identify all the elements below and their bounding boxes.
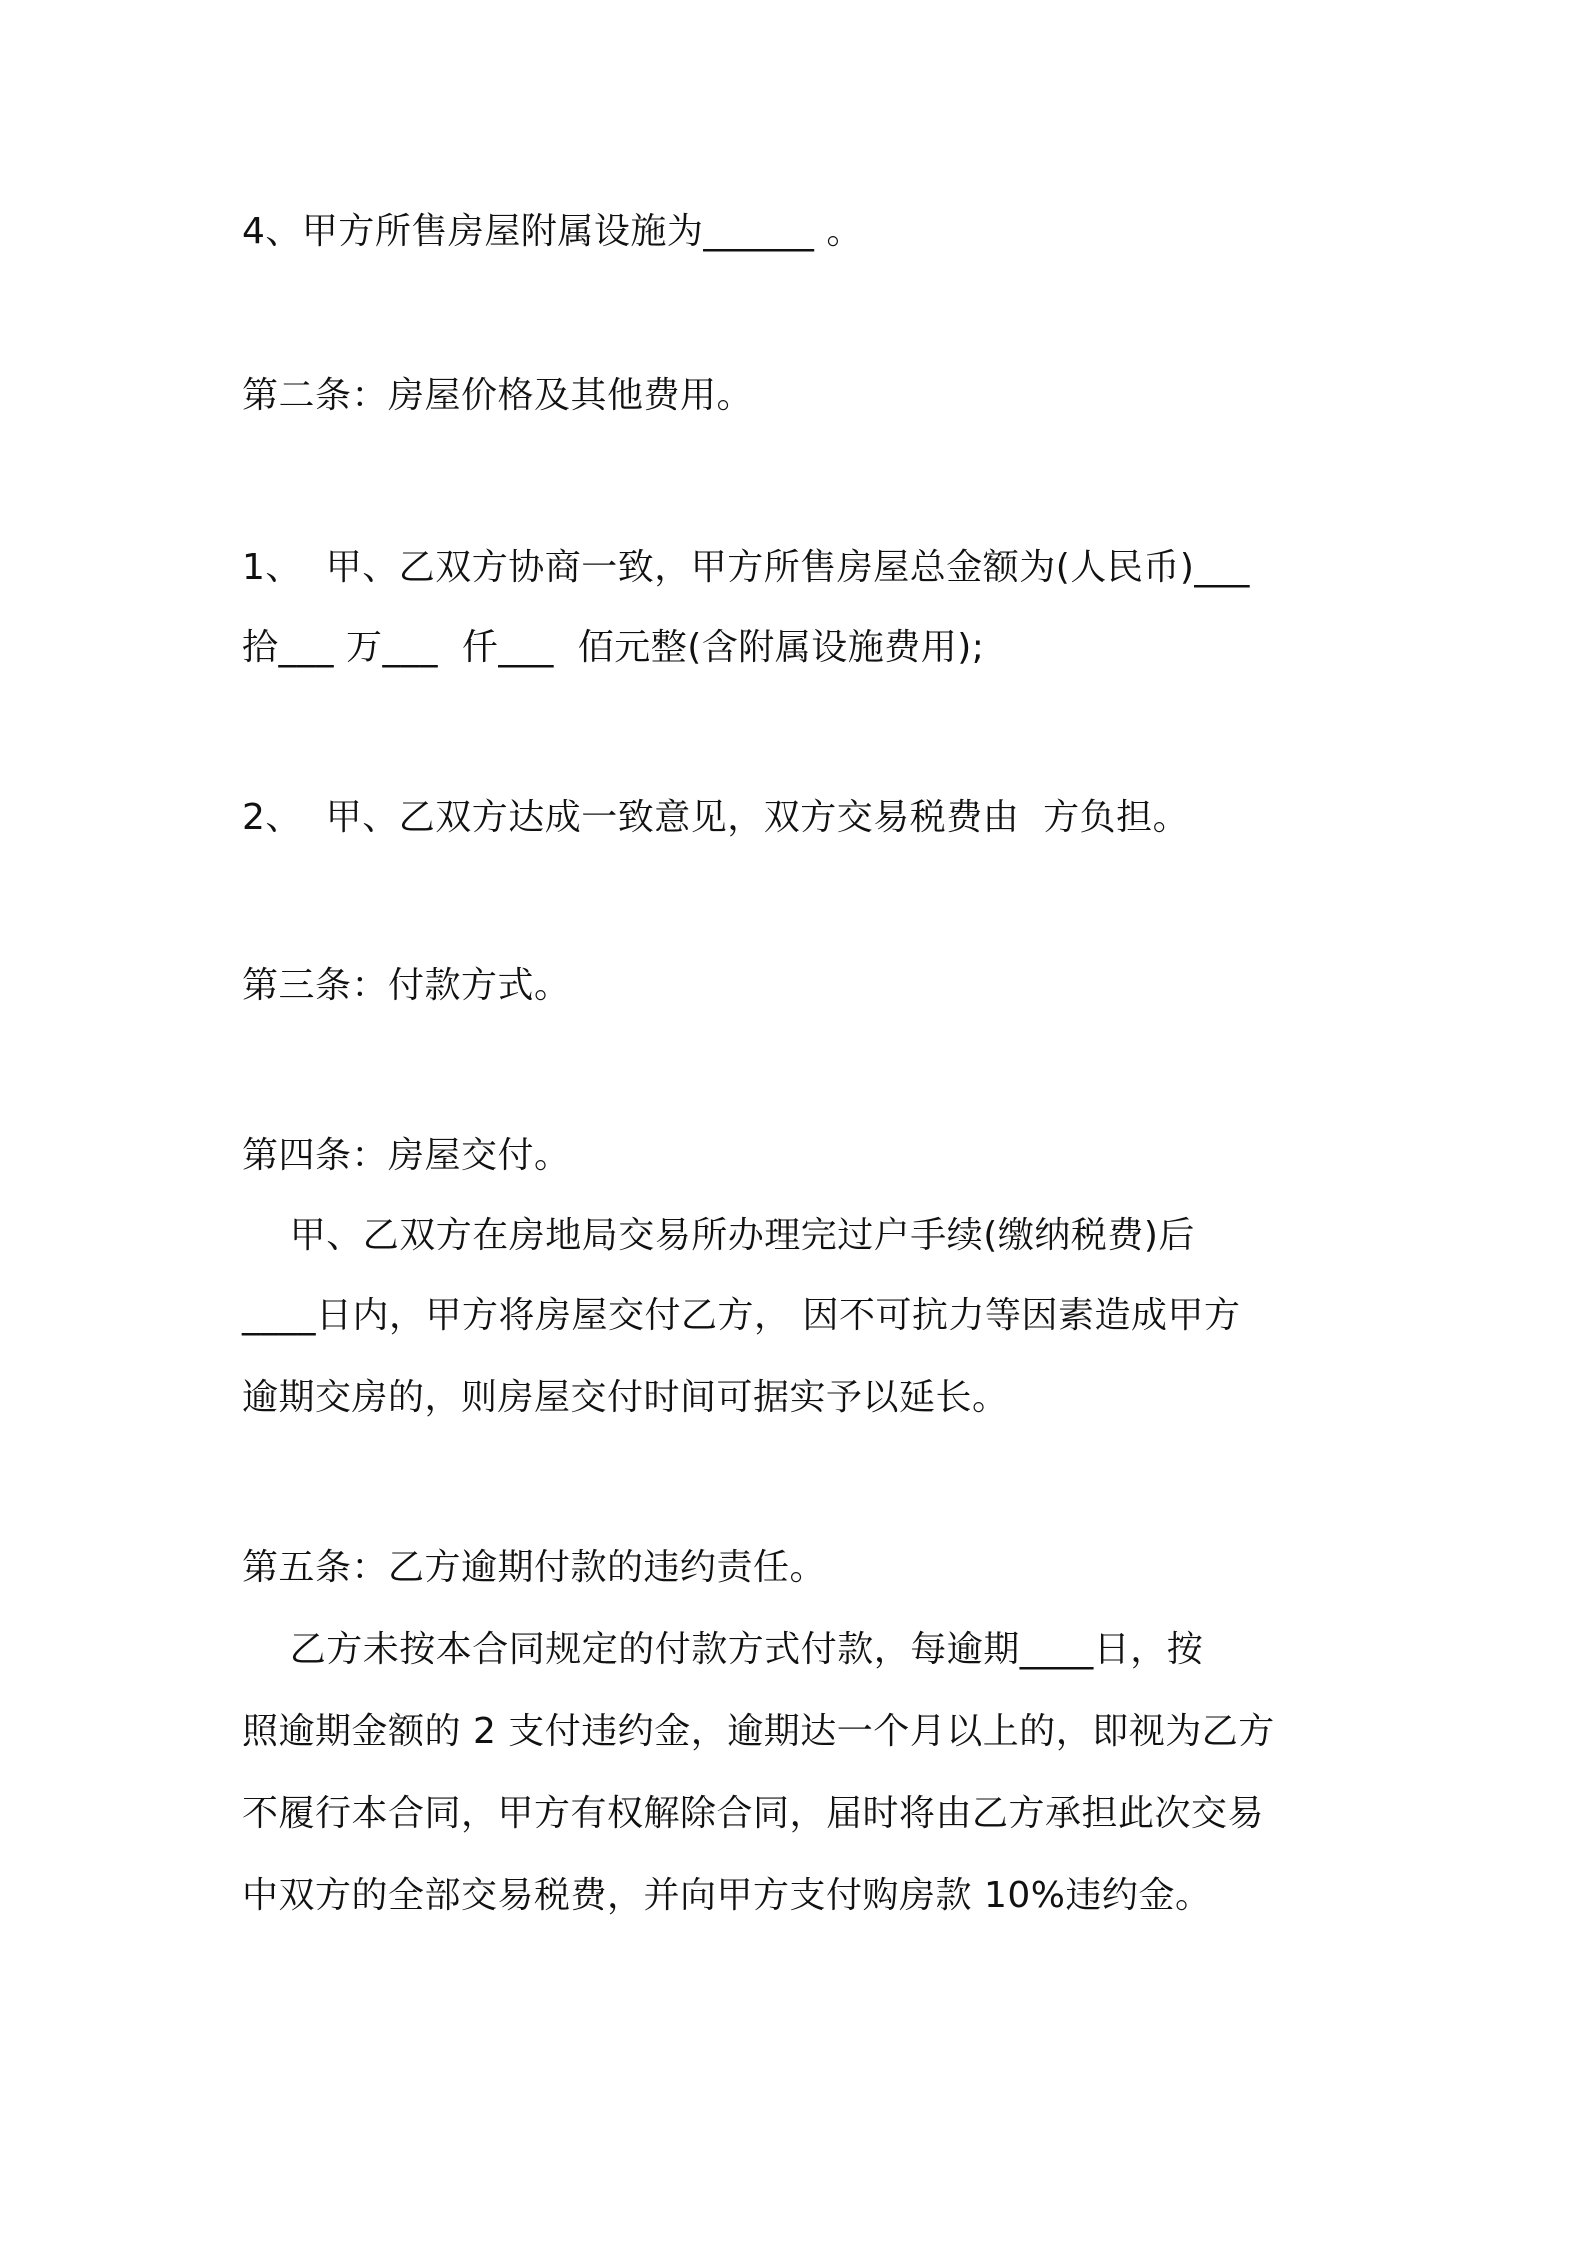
price-item-1-line-2: 拾___ 万___ 仟___ 佰元整(含附属设施费用);: [242, 627, 985, 668]
delivery-paragraph-line-2: ____日内，甲方将房屋交付乙方， 因不可抗力等因素造成甲方: [242, 1295, 1241, 1336]
penalty-paragraph-line-1: 乙方未按本合同规定的付款方式付款，每逾期____日，按: [242, 1629, 1204, 1670]
article-two-heading: 第二条：房屋价格及其他费用。: [242, 375, 754, 416]
penalty-paragraph-line-4: 中双方的全部交易税费，并向甲方支付购房款 10%违约金。: [242, 1875, 1212, 1916]
article-three-heading: 第三条：付款方式。: [242, 965, 571, 1006]
price-item-1-line-1: 1、 甲、乙双方协商一致，甲方所售房屋总金额为(人民币)___: [242, 547, 1250, 588]
penalty-paragraph-line-2: 照逾期金额的 2 支付违约金，逾期达一个月以上的，即视为乙方: [242, 1711, 1275, 1752]
price-item-2: 2、 甲、乙双方达成一致意见，双方交易税费由 方负担。: [242, 797, 1190, 838]
penalty-paragraph-line-3: 不履行本合同，甲方有权解除合同，届时将由乙方承担此次交易: [242, 1793, 1265, 1834]
delivery-paragraph-line-3: 逾期交房的，则房屋交付时间可据实予以延长。: [242, 1377, 1009, 1418]
article-five-heading: 第五条：乙方逾期付款的违约责任。: [242, 1547, 827, 1588]
clause-facilities: 4、甲方所售房屋附属设施为______ 。: [242, 211, 863, 252]
delivery-paragraph-line-1: 甲、乙双方在房地局交易所办理完过户手续(缴纳税费)后: [242, 1215, 1195, 1256]
article-four-heading: 第四条：房屋交付。: [242, 1135, 571, 1176]
